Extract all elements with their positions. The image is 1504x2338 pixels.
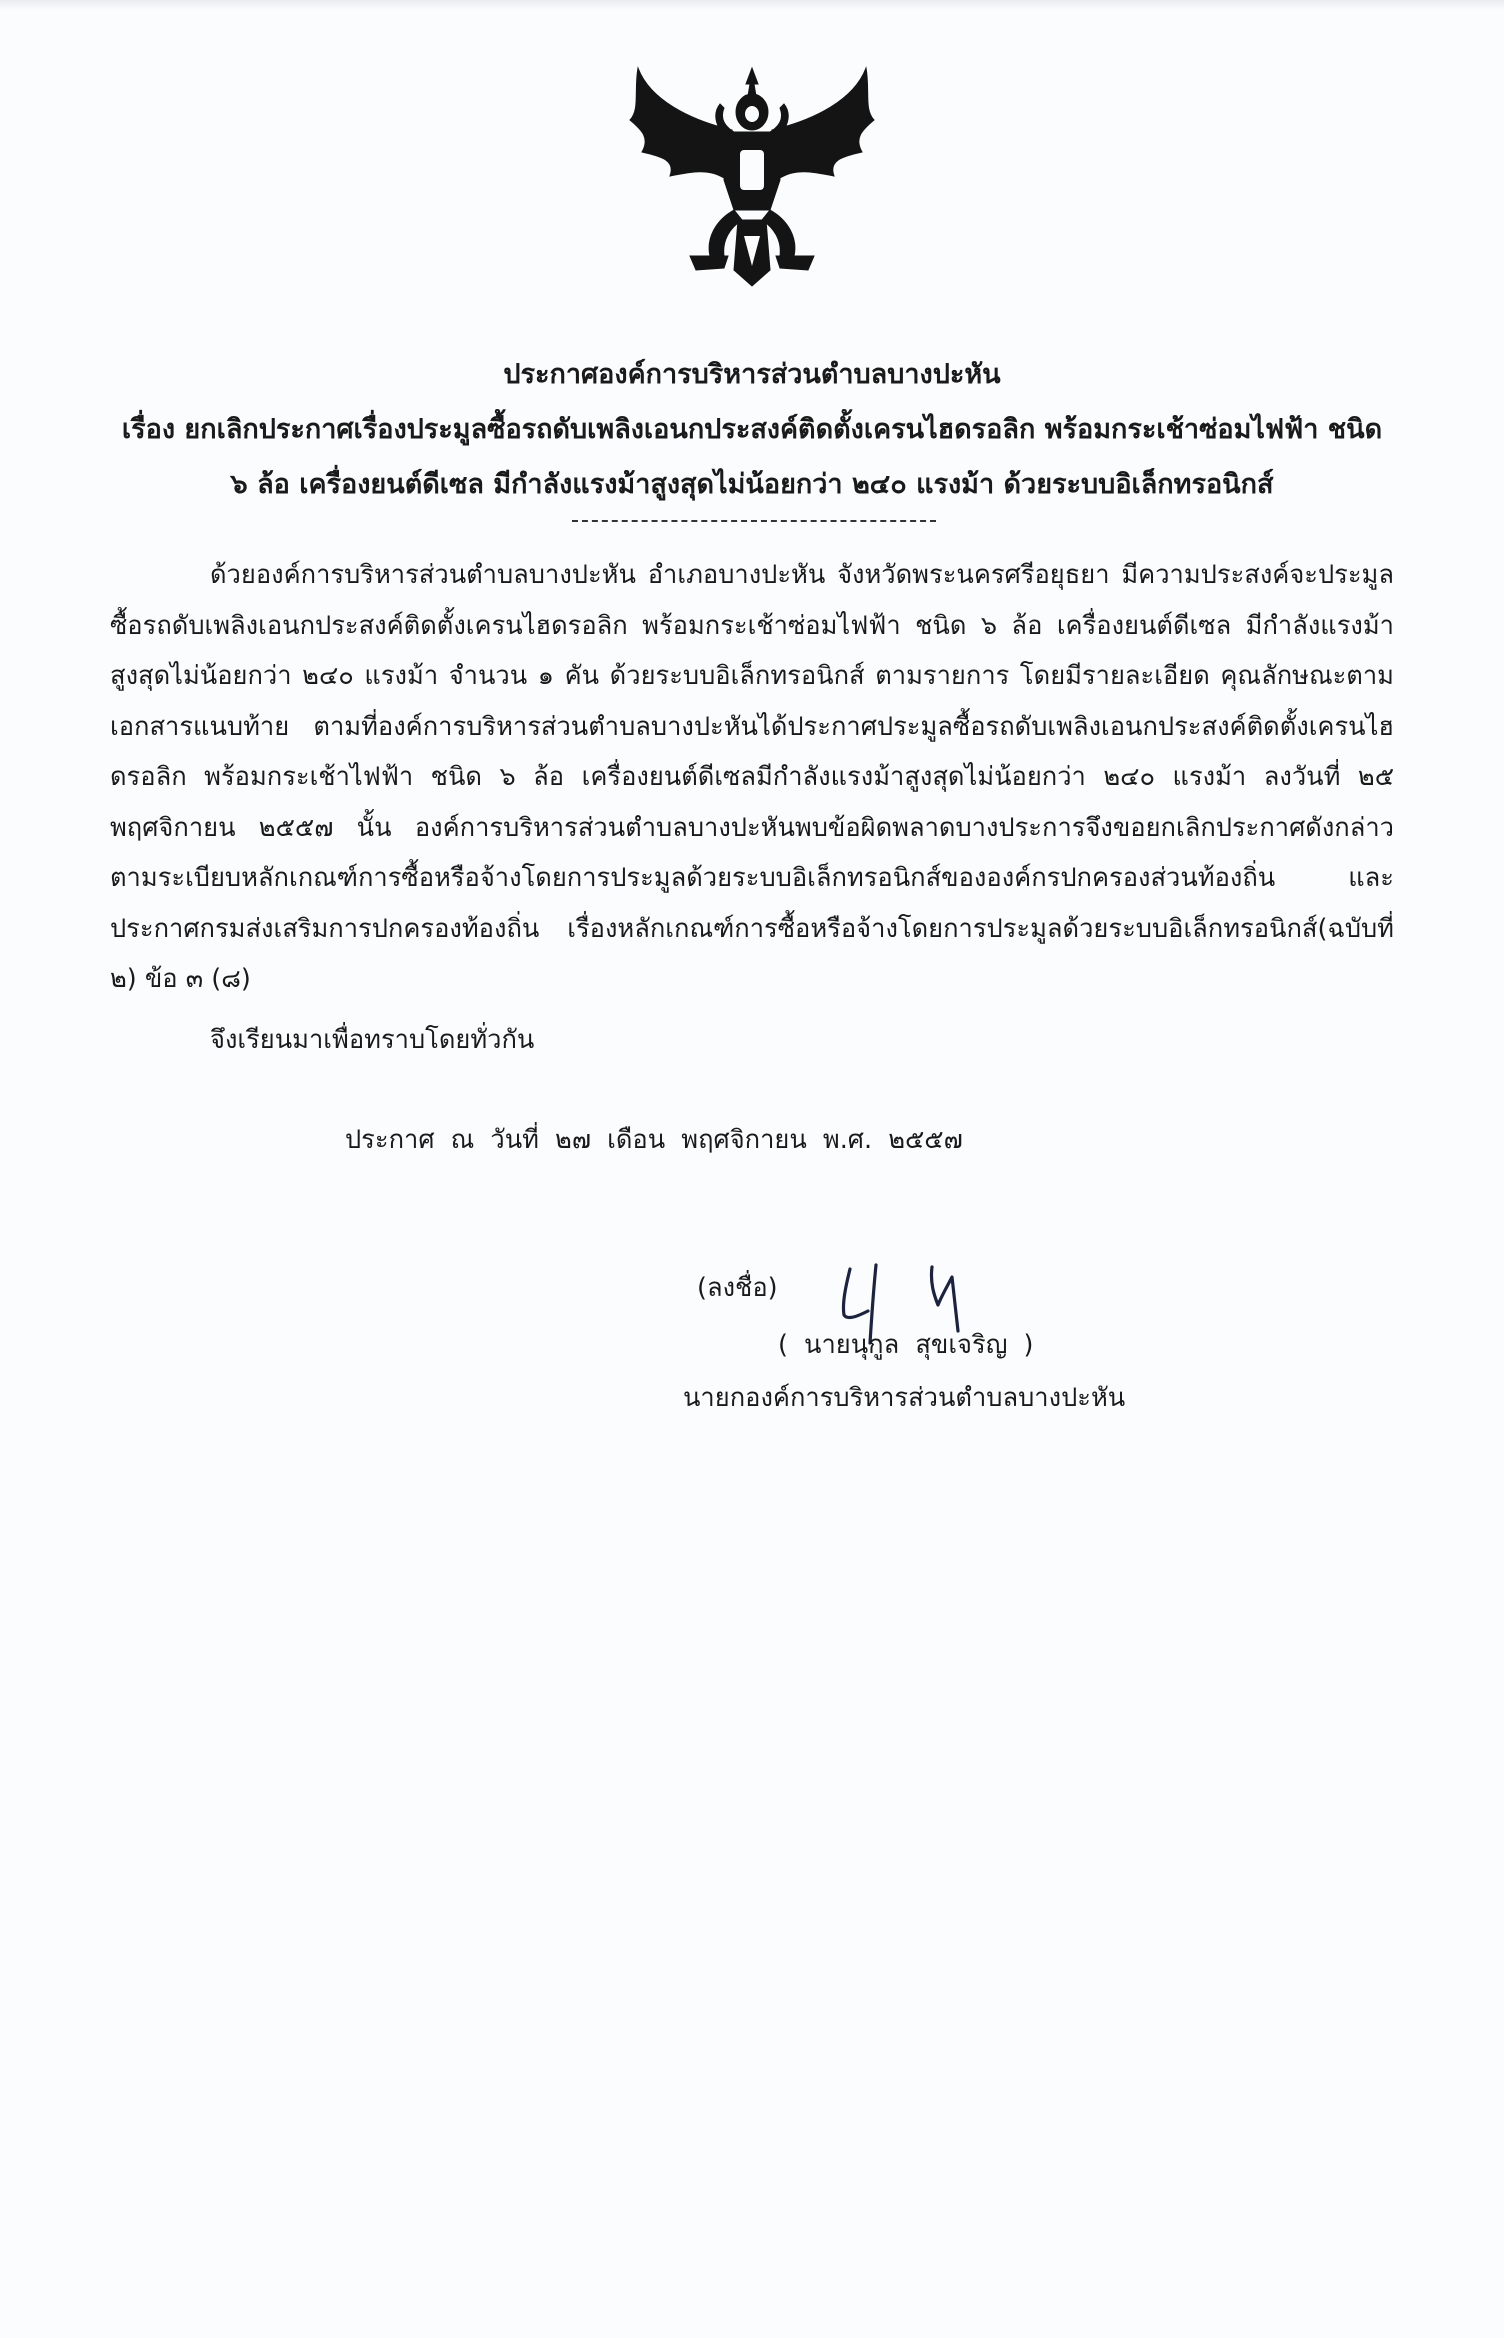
- garuda-emblem-icon: [620, 60, 884, 300]
- subject-line-1: เรื่อง ยกเลิกประกาศเรื่องประมูลซื้อรถดับเพลิงเอนกประสงค์ติดตั้งเครนไฮดรอลิก พร้อมกระเช้าซ่อมไฟฟ้า ชนิด: [121, 414, 1383, 445]
- scan-edge: [0, 0, 1504, 10]
- separator-divider: [572, 520, 936, 522]
- closing-sentence: จึงเรียนมาเพื่อทราบโดยทั่วกัน: [210, 1025, 535, 1055]
- announcement-title: ประกาศองค์การบริหารส่วนตำบลบางปะหัน: [503, 359, 1001, 390]
- signer-title: นายกองค์การบริหารส่วนตำบลบางปะหัน: [683, 1383, 1126, 1413]
- signer-name: ( นายนุกูล สุขเจริญ ): [778, 1330, 1034, 1360]
- announcement-date: ประกาศ ณ วันที่ ๒๗ เดือน พฤศจิกายน พ.ศ. ๒๕๕๗: [345, 1125, 963, 1155]
- body-paragraph: ด้วยองค์การบริหารส่วนตำบลบางปะหัน อำเภอบางปะหัน จังหวัดพระนครศรีอยุธยา มีความประสงค์จะประมูลซื้อรถดับเพลิงเอนกประสงค์ติดตั้งเครนไฮดรอลิก พร้อมกระเช้าซ่อมไฟฟ้า ชนิด ๖ ล้อ เครื่องยนต์ดีเซล มีกำลังแรงม้าสูงสุดไม่น้อยกว่า ๒๔๐ แรงม้า จำนวน ๑ คัน ด้วยระบบอิเล็กทรอนิกส์ ตามรายการ โดยมีรายละเอียด คุณลักษณะตามเอกสารแนบท้าย ตามที่องค์การบริหารส่วนตำบลบางปะหันได้ประกาศประมูลซื้อรถดับเพลิงเอนกประสงค์ติดตั้งเครนไฮดรอลิก พร้อมกระเช้าไฟฟ้า ชนิด ๖ ล้อ เครื่องยนต์ดีเซลมีกำลังแรงม้าสูงสุดไม่น้อยกว่า ๒๔๐ แรงม้า ลงวันที่ ๒๕ พฤศจิกายน ๒๕๕๗ นั้น องค์การบริหารส่วนตำบลบางปะหันพบข้อผิดพลาดบางประการจึงขอยกเลิกประกาศดังกล่าว ตามระเบียบหลักเกณฑ์การซื้อหรือจ้างโดยการประมูลด้วยระบบอิเล็กทรอนิกส์ขององค์กรปกครองส่วนท้องถิ่น และประกาศกรมส่งเสริมการปกครองท้องถิ่น เรื่องหลักเกณฑ์การซื้อหรือจ้างโดยการประมูลด้วยระบบอิเล็กทรอนิกส์(ฉบับที่ ๒) ข้อ ๓ (๘): [110, 560, 1394, 994]
- signed-label: (ลงชื่อ): [697, 1273, 778, 1303]
- subject-line-2: ๖ ล้อ เครื่องยนต์ดีเซล มีกำลังแรงม้าสูงสุดไม่น้อยกว่า ๒๔๐ แรงม้า ด้วยระบบอิเล็กทรอนิกส์: [230, 469, 1274, 500]
